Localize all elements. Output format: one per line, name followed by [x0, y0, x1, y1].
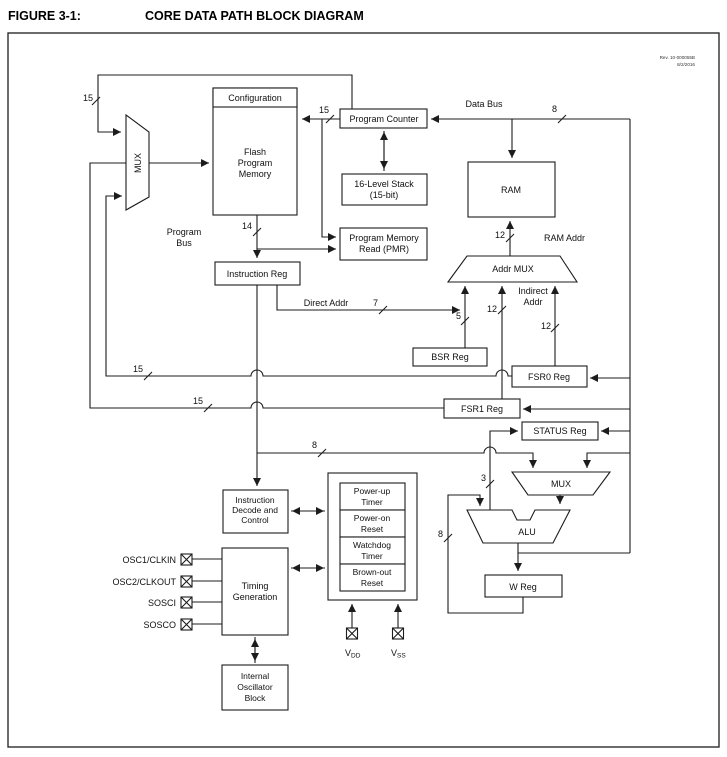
flash-label-line1: Flash	[243, 147, 267, 157]
data-bus-label: Data Bus	[465, 99, 503, 109]
bus-width-12-fsr0: 12	[540, 321, 551, 331]
instruction-decode-line2: Decode and	[232, 505, 278, 515]
brown-out-reset-line2: Reset	[360, 578, 384, 588]
sosco-pin-label: SOSCO	[143, 620, 176, 630]
ram-label: RAM	[501, 185, 521, 195]
indirect-addr-label-line1: Indirect	[518, 286, 548, 296]
sosci-pin-icon	[181, 597, 192, 608]
vss-pin-label-sub: SS	[397, 652, 406, 660]
bus-width-3-status: 3	[480, 473, 486, 483]
bus-width-12-ram-addr: 12	[494, 230, 505, 240]
stack-label-line1: 16-Level Stack	[354, 179, 414, 189]
configuration-label: Configuration	[228, 93, 282, 103]
osc2-pin-icon	[181, 576, 192, 587]
bus-width-15-fsr1: 15	[192, 396, 203, 406]
bsr-reg-label: BSR Reg	[431, 352, 469, 362]
revision-date: 8/2/2016	[677, 62, 695, 67]
indirect-addr-label-line2: Addr	[523, 297, 543, 307]
program-mux-label: MUX	[133, 153, 143, 173]
figure-title: CORE DATA PATH BLOCK DIAGRAM	[145, 9, 364, 23]
sosco-pin-icon	[181, 619, 192, 630]
power-on-reset-line1: Power-on	[353, 513, 391, 523]
watchdog-timer-line2: Timer	[361, 551, 383, 561]
bus-width-12-fsr1: 12	[486, 304, 497, 314]
timing-label-line2: Generation	[232, 592, 278, 602]
fsr0-reg-label: FSR0 Reg	[527, 372, 571, 382]
bus-width-5: 5	[455, 311, 461, 321]
bus-width-8-data-bus: 8	[551, 104, 557, 114]
alu-mux-label: MUX	[551, 479, 571, 489]
addr-mux-label: Addr MUX	[492, 264, 534, 274]
ram-addr-label: RAM Addr	[544, 233, 586, 243]
bus-width-15-pc-flash: 15	[318, 105, 329, 115]
bus-width-8-wreg: 8	[437, 529, 443, 539]
osc2-pin-label: OSC2/CLKOUT	[112, 577, 176, 587]
alu-label: ALU	[518, 527, 536, 537]
program-counter-label: Program Counter	[349, 114, 419, 124]
sosci-pin-label: SOSCI	[147, 598, 176, 608]
instruction-decode-line1: Instruction	[235, 495, 275, 505]
bus-width-7: 7	[372, 298, 378, 308]
internal-osc-line1: Internal	[240, 671, 270, 681]
power-on-reset-line2: Reset	[360, 524, 384, 534]
figure-border	[8, 33, 719, 747]
instruction-decode-line3: Control	[241, 515, 269, 525]
vdd-pin-icon	[347, 628, 358, 639]
program-bus-label-line2: Bus	[176, 238, 192, 248]
bus-width-14: 14	[241, 221, 252, 231]
vss-pin-icon	[393, 628, 404, 639]
power-up-timer-line2: Timer	[361, 497, 383, 507]
bus-width-15-fsr0: 15	[132, 364, 143, 374]
flash-label-line2: Program	[237, 158, 273, 168]
internal-osc-line2: Oscillator	[237, 682, 273, 692]
w-reg-label: W Reg	[509, 582, 537, 592]
bus-width-8-literal: 8	[311, 440, 317, 450]
vdd-pin-label: V	[344, 648, 351, 658]
vss-pin-label: V	[390, 648, 397, 658]
osc1-pin-icon	[181, 554, 192, 565]
flash-label-line3: Memory	[238, 169, 272, 179]
direct-addr-label: Direct Addr	[303, 298, 349, 308]
revision-note: Rev. 10-000055B	[659, 55, 695, 60]
timing-label-line1: Timing	[241, 581, 269, 591]
status-reg-label: STATUS Reg	[533, 426, 587, 436]
figure-label: FIGURE 3-1:	[8, 9, 81, 23]
osc1-pin-label: OSC1/CLKIN	[122, 555, 176, 565]
stack-label-line2: (15-bit)	[369, 190, 399, 200]
brown-out-reset-line1: Brown-out	[352, 567, 392, 577]
watchdog-timer-line1: Watchdog	[353, 540, 391, 550]
pmr-label-line1: Program Memory	[349, 233, 419, 243]
instruction-reg-label: Instruction Reg	[226, 269, 288, 279]
program-bus-label-line1: Program	[166, 227, 202, 237]
fsr1-reg-label: FSR1 Reg	[460, 404, 504, 414]
pmr-label-line2: Read (PMR)	[358, 244, 410, 254]
bus-width-15-pc-mux: 15	[82, 93, 93, 103]
power-up-timer-line1: Power-up	[353, 486, 391, 496]
internal-osc-line3: Block	[244, 693, 266, 703]
vdd-pin-label-sub: DD	[351, 652, 361, 660]
